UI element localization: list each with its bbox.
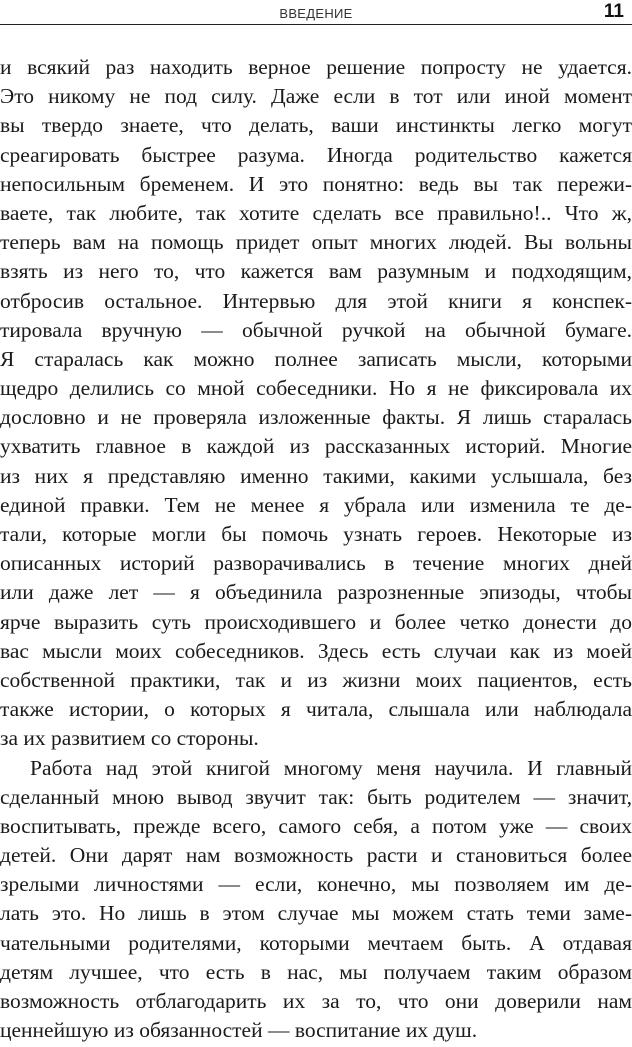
text-line: воспитывать, прежде всего, самого себя, а потом уже — своих — [0, 813, 632, 838]
text-line: взять из него то, что кажется вам разумным и подходящим, — [0, 259, 632, 284]
text-line: щедро делились со мной собеседники. Но я не фиксировала их — [0, 376, 632, 401]
text-line: ваете, так любите, так хотите сделать все правильно!.. Что ж, — [0, 200, 632, 225]
body-text — [0, 53, 632, 1045]
text-line: тировала вручную — обычной ручкой на обычной бумаге. — [0, 317, 632, 342]
text-line: ценнейшую из обязанностей — воспитание их душ. — [0, 1018, 478, 1043]
text-line: сделанный мною вывод звучит так: быть родителем — значит, — [0, 784, 632, 809]
text-line: за их развитием со стороны. — [0, 726, 259, 751]
text-line: Это никому не под силу. Даже если в тот или иной момент — [0, 84, 632, 109]
section-title: ВВЕДЕНИЕ — [279, 6, 353, 21]
text-line: тали, которые могли бы помочь узнать героев. Некоторые из — [0, 522, 632, 546]
text-line: отбросив остальное. Интервью для этой книги я конспек- — [0, 288, 632, 313]
text-line: также истории, о которых я читала, слышала или наблюдала — [0, 697, 632, 722]
text-line: ухватить главное в каждой из рассказанных историй. Многие — [0, 434, 632, 459]
text-line: и всякий раз находить верное решение попросту не удается. — [0, 55, 632, 79]
text-line: собственной практики, так и из жизни моих пациентов, есть — [0, 667, 632, 692]
text-line: из них я представляю именно такими, какими услышала, без — [0, 463, 632, 488]
text-line: Я старалась как можно полнее записать мысли, которыми — [0, 346, 632, 371]
text-line: возможность отблагодарить их за то, что они доверили нам — [0, 989, 632, 1013]
text-line: детям лучшее, что есть в нас, мы получаем таким образом — [0, 959, 632, 984]
text-line: среагировать быстрее разума. Иногда родительство кажется — [0, 142, 632, 167]
text-line: ярче выразить суть происходившего и более четко донести до — [0, 609, 632, 634]
text-line: вы твердо знаете, что делать, ваши инстинкты легко могут — [0, 113, 632, 138]
text-line: дословно и не проверяла изложенные факты. Я лишь старалась — [0, 405, 632, 430]
page-number: 11 — [603, 1, 624, 22]
text-line: зрелыми личностями — если, конечно, мы позволяем им де- — [0, 872, 632, 897]
text-line: единой правки. Тем не менее я убрала или изменила те де- — [0, 492, 632, 517]
text-line: детей. Они дарят нам возможность расти и становиться более — [0, 843, 632, 868]
text-line: лать это. Но лишь в этом случае мы можем стать теми заме- — [0, 901, 632, 926]
text-line: Работа над этой книгой многому меня научила. И главный — [30, 755, 632, 780]
text-line: описанных историй разворачивались в течение многих дней — [0, 551, 632, 576]
running-header — [0, 0, 632, 25]
text-line: непосильным бременем. И это понятно: ведь вы так пережи- — [0, 171, 632, 196]
text-line: вас мысли моих собеседников. Здесь есть случаи как из моей — [0, 638, 632, 663]
text-line: или даже лет — я объединила разрозненные эпизоды, чтобы — [0, 580, 632, 605]
text-line: чательными родителями, которыми мечтаем быть. А отдавая — [0, 930, 632, 955]
text-line: теперь вам на помощь придет опыт многих людей. Вы вольны — [0, 230, 632, 255]
